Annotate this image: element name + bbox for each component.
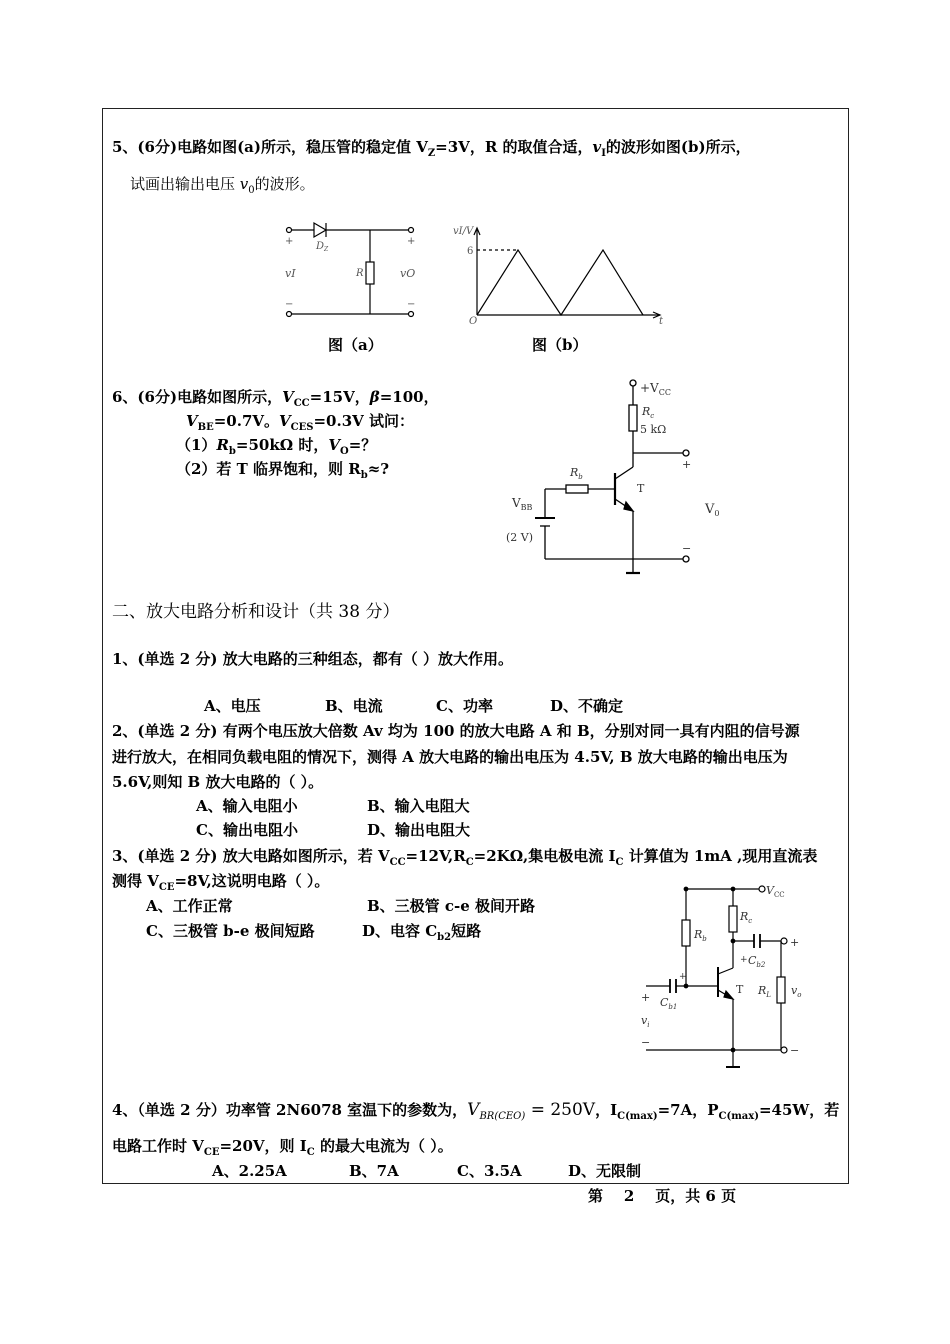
- rc-resistor: [729, 906, 737, 932]
- zener-diode-icon: [314, 223, 326, 237]
- resistor-icon: [366, 262, 374, 284]
- q2-line2: 进行放大，在相同负载电阻的情况下，测得 A 放大电路的输出电压为 4.5V, B 放大电路的输出电压为: [112, 748, 788, 766]
- q2-option-a[interactable]: A、输入电阻小: [196, 797, 298, 815]
- svg-text:5 kΩ: 5 kΩ: [640, 423, 667, 436]
- svg-text:Cb1: $C_{b1}$: [660, 996, 678, 1011]
- figure-b-waveform: [453, 220, 665, 327]
- q6-line1: 6、(6分)电路如图所示，$V_{CC}=15V$，β=100，: [112, 388, 439, 409]
- svg-text:+: +: [790, 936, 800, 949]
- svg-text:(2 V): (2 V): [506, 531, 534, 544]
- svg-text:−: −: [682, 542, 692, 555]
- q2-option-c[interactable]: C、输出电阻小: [196, 821, 298, 839]
- svg-text:Rb: $R_b$: [570, 466, 583, 481]
- svg-text:VCC: $V_{CC}$: [766, 884, 785, 899]
- svg-text:O: O: [469, 316, 478, 327]
- svg-text:vI: vI: [285, 267, 296, 280]
- emitter-arrow-icon: [724, 991, 733, 999]
- q1-stem: 1、(单选 2 分) 放大电路的三种组态，都有（ ）放大作用。: [112, 650, 513, 668]
- svg-text:−: −: [285, 299, 294, 310]
- terminal: [287, 228, 292, 233]
- q4-line2: 电路工作时 $V_{CE}=20V$，则 $I_C$ 的最大电流为（ ）。: [112, 1137, 453, 1158]
- svg-text:vO: vO: [400, 267, 416, 280]
- q4-line1: 4、（单选 2 分）功率管 2N6078 室温下的参数为，$V_{BR(CEO)} = 250V$，$I_{C(max)}=7A$，$P_{C(max)}=45W$，若: [112, 1100, 840, 1122]
- figure-a-circuit: [282, 222, 442, 322]
- q3-line2: 测得 $V_{CE}=8V$,这说明电路（ ）。: [112, 872, 330, 893]
- svg-text:−: −: [790, 1044, 800, 1057]
- rc-resistor: [629, 405, 637, 431]
- svg-text:RL: $R_L$: [758, 984, 771, 999]
- q6-circuit: [500, 375, 740, 585]
- section-title: 二、放大电路分析和设计（共 38 分）: [112, 602, 400, 622]
- svg-text:T: T: [637, 482, 645, 495]
- q1-option-d[interactable]: D、不确定: [550, 697, 624, 715]
- svg-text:vi: $v_i$: [641, 1014, 650, 1029]
- q2-option-d[interactable]: D、输出电阻大: [367, 821, 471, 839]
- q2-line3: 5.6V,则知 B 放大电路的（ ）。: [112, 773, 324, 791]
- svg-text:Rc: $R_c$: [642, 405, 655, 420]
- q3-option-a[interactable]: A、工作正常: [146, 897, 233, 915]
- q4-option-d[interactable]: D、无限制: [568, 1162, 642, 1180]
- rb-resistor: [682, 920, 690, 946]
- dz-label: $D_Z$: [316, 241, 329, 253]
- svg-text:+: +: [285, 236, 294, 247]
- svg-text:+: +: [407, 236, 416, 247]
- q3-line1: 3、(单选 2 分) 放大电路如图所示，若 $V_{CC}=12V,R_C=2K\Omega$,集电极电流 $I_C$ 计算值为 1mA ,现用直流表: [112, 847, 818, 868]
- svg-text:vI/V: vI/V: [453, 226, 474, 237]
- q2-option-b[interactable]: B、输入电阻大: [367, 797, 470, 815]
- svg-text:+VCC: $+V_{CC}$: [640, 381, 671, 397]
- svg-text:T: T: [736, 983, 744, 996]
- q6-line2: $V_{BE}=0.7V$。$V_{CES}=0.3V$ 试问：: [186, 412, 415, 433]
- svg-text:vo: $v_o$: [791, 984, 802, 999]
- svg-text:VBB: $V_{BB}$: [512, 496, 533, 512]
- svg-text:+: +: [740, 955, 748, 965]
- q3-option-d[interactable]: D、电容 $C_{b2}$短路: [362, 922, 482, 943]
- triangle-wave: [477, 250, 643, 315]
- svg-text:+: +: [679, 972, 687, 982]
- emitter-arrow-icon: [624, 502, 633, 511]
- q6-item2: （2）若 T 临界饱和，则 $R_b\approx$?: [176, 460, 390, 481]
- q1-option-c[interactable]: C、功率: [436, 697, 493, 715]
- svg-text:+: +: [641, 991, 651, 1004]
- q3-circuit: [636, 882, 826, 1077]
- fig-b-caption: 图（b）: [532, 336, 588, 354]
- q2-line1: 2、(单选 2 分) 有两个电压放大倍数 Av 均为 100 的放大电路 A 和 B，分别对同一具有内阻的信号源: [112, 722, 800, 740]
- svg-text:Rc: $R_c$: [740, 910, 753, 925]
- svg-text:−: −: [641, 1036, 651, 1049]
- svg-text:+: +: [682, 458, 692, 471]
- svg-text:R: R: [356, 268, 364, 279]
- rl-resistor: [777, 977, 785, 1003]
- svg-text:Rb: $R_b$: [694, 928, 707, 943]
- q5-line1: 5、(6分)电路如图(a)所示，稳压管的稳定值 $V_Z=3V$，R 的取值合适，$v_I$的波形如图(b)所示，: [112, 138, 751, 159]
- q4-option-c[interactable]: C、3.5A: [457, 1162, 522, 1180]
- q6-item1: $(1)R_b=50k\Omega$ 时，$V_O=$？: [176, 436, 377, 457]
- svg-text:6: 6: [467, 246, 474, 257]
- q3-option-c[interactable]: C、三极管 b-e 极间短路: [146, 922, 315, 940]
- svg-text:t: t: [659, 316, 664, 327]
- q1-option-a[interactable]: A、电压: [204, 697, 261, 715]
- q4-option-b[interactable]: B、7A: [349, 1162, 399, 1180]
- rb-resistor: [566, 485, 588, 493]
- svg-text:−: −: [407, 299, 416, 310]
- q4-option-a[interactable]: A、2.25A: [212, 1162, 287, 1180]
- svg-text:V0: $V_0$: [705, 502, 720, 518]
- q1-option-b[interactable]: B、电流: [325, 697, 383, 715]
- svg-text:Cb2: $C_{b2}$: [748, 954, 766, 969]
- page-number: 第 2 页，共 6 页: [588, 1187, 737, 1205]
- q5-line2: 试画出输出电压 $v_0$的波形。: [130, 175, 315, 196]
- fig-a-caption: 图（a）: [328, 336, 383, 354]
- q3-option-b[interactable]: B、三极管 c-e 极间开路: [367, 897, 536, 915]
